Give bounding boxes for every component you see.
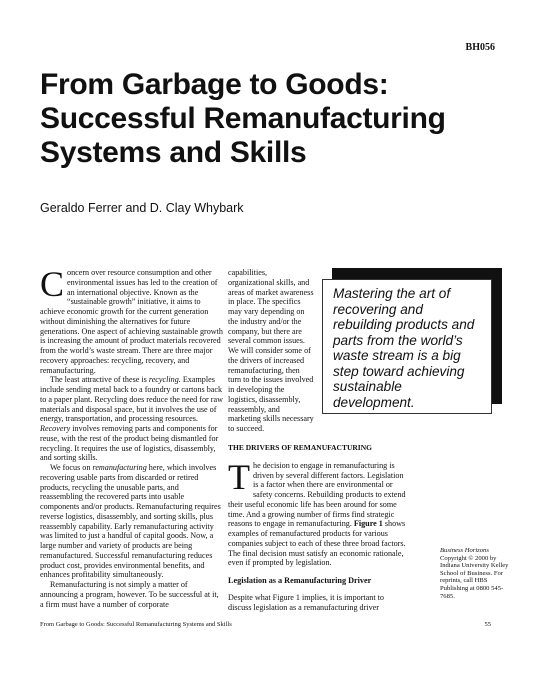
authors: Geraldo Ferrer and D. Clay Whybark (40, 201, 244, 215)
column-2-paragraph: capabilities, organizational skills, and areas of market awareness in place. The specifics may vary depending on the industry and/or the company, but there are several common issues. We will consider some of the drivers of increased remanufacturing, then turn to the issues involved in developing the logistics, disassembly, reassembly, and marketing skills necessary to succeed. (228, 268, 314, 433)
drop-cap: T (228, 456, 250, 497)
text-run: he decision to engage in remanufacturing is driven by several different factors. Legislation is a factor when there are environmental or safety concerns. Rebuilding products to extend their useful economic life has been around for some time. And a growing number of firms find strategic reasons to engage in remanufacturing. (228, 460, 406, 529)
copyright-sidenote (440, 547, 512, 600)
text-run: shows examples of remanufactured products for various companies subject to each of these three broad factors. The final decision must satisfy an economic rationale, even if prompted by legislation. (228, 519, 406, 568)
subsection-heading: Legislation as a Remanufacturing Driver (228, 576, 372, 585)
document-code: BH056 (465, 42, 495, 53)
emphasis: recycling. (148, 375, 181, 385)
text-run: We focus on (50, 463, 93, 472)
section-heading: THE DRIVERS OF REMANUFACTURING (228, 443, 372, 452)
journal-name: Business Horizons (440, 547, 489, 554)
text-run: The least attractive of these is (50, 375, 149, 385)
page-number: 55 (484, 621, 491, 628)
drivers-paragraph (228, 456, 408, 568)
legislation-paragraph: Despite what Figure 1 implies, it is important to discuss legislation as a remanufacturing driver (228, 592, 384, 612)
pull-quote-box (322, 279, 492, 414)
title-line-2: Successful Remanufacturing (40, 102, 446, 135)
text-run: involves removing parts and components for reuse, with the rest of the product being dismantled for recycling. It requires the use of logistics, disassembly, and sorting skills. (40, 424, 219, 463)
text-run: Examples include sending metal back to a foundry or cartons back to a paper plant. Recycling does reduce the need for raw materials and disposal space, but it involves the use of energy, transportation, and processing resources. (40, 375, 223, 424)
title-line-1: From Garbage to Goods: (40, 68, 389, 101)
remanufacturing-paragraph (40, 463, 223, 580)
emphasis: Recovery (40, 424, 71, 433)
intro-paragraph (40, 264, 223, 375)
figure-reference: Figure 1 (353, 519, 383, 529)
emphasis: remanufacturing (92, 463, 147, 472)
text-run: here, which involves recovering usable parts from discarded or retired products, recycling the unusable parts, and reassembling the recovered parts into usable components and/or products. Remanufacturing requires reverse logistics, disassembly, and sorting skills, plus reassembly capability. Early remanufacturing activity was limited to just a handful of capital goods. Now, a large number and variety of products are being remanufactured. Successful remanufacturing reduces product cost, provides environmental benefits, and enhances profitability simultaneously. (40, 463, 221, 580)
closing-paragraph: Remanufacturing is not simply a matter of announcing a program, however. To be successful at it, a firm must have a number of corporate (40, 580, 219, 609)
drop-cap: C (40, 264, 65, 304)
drivers-section (228, 443, 408, 612)
body-column-2 (228, 268, 314, 434)
recycling-paragraph (40, 375, 223, 463)
article-title (40, 68, 510, 170)
pull-quote: Mastering the art of recovering and rebuilding products and parts from the world’s waste stream is a big step toward achieving sustainable development. (333, 286, 475, 410)
intro-text: oncern over resource consumption and other environmental issues has led to the creation of an international objective. Known as the “sustainable growth” initiative, it aims to achieve economic growth for the current generation without diminishing the alternatives for future generations. One aspect of achieving sustainable growth is increasing the amount of product materials recovered from the world’s waste stream. There are three major recovery approaches: recycling, recovery, and remanufacturing. (40, 268, 223, 375)
running-footer: From Garbage to Goods: Successful Remanufacturing Systems and Skills (40, 621, 232, 628)
copyright-text: Copyright © 2000 by Indiana University Kelley School of Business. For reprints, call HBS Publishing at 0800 545-7685. (440, 554, 509, 600)
title-line-3: Systems and Skills (40, 136, 307, 169)
body-column-1 (40, 264, 223, 609)
